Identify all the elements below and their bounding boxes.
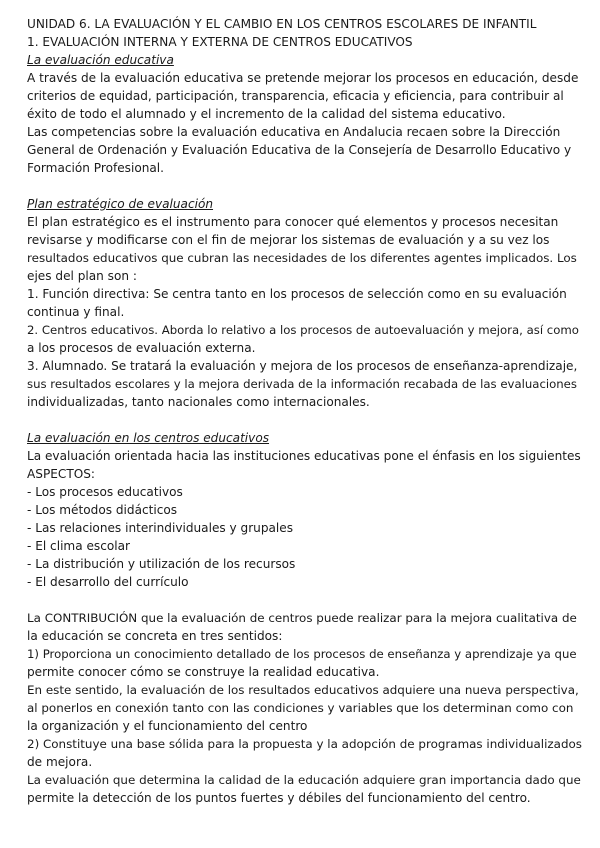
section-heading: La evaluación en los centros educativos	[27, 431, 270, 445]
paragraph-line: permite conocer cómo se construye la realidad educativa.	[27, 665, 380, 679]
paragraph-line: General de Ordenación y Evaluación Educativa de la Consejería de Desarrollo Educativo y	[27, 143, 572, 157]
paragraph-line: éxito de todo el alumnado y el incremento de la calidad del sistema educativo.	[27, 107, 506, 121]
list-item: - La distribución y utilización de los recursos	[27, 557, 296, 571]
paragraph-line: criterios de equidad, participación, transparencia, eficacia y eficiencia, para contribuir al	[27, 89, 564, 103]
list-item-line: 3. Alumnado. Se tratará la evaluación y mejora de los procesos de enseñanza-aprendizaje,	[27, 359, 578, 373]
unit-title: UNIDAD 6. LA EVALUACIÓN Y EL CAMBIO EN LOS CENTROS ESCOLARES DE INFANTIL	[27, 17, 537, 31]
list-item-line: individualizadas, tanto nacionales como internacionales.	[27, 395, 370, 409]
paragraph-line: Las competencias sobre la evaluación educativa en Andalucia recaen sobre la Dirección	[27, 125, 561, 139]
spacer	[27, 591, 576, 609]
paragraph-line: La CONTRIBUCIÓN que la evaluación de centros puede realizar para la mejora cualitativa de	[27, 611, 577, 625]
list-item-line: 2. Centros educativos. Aborda lo relativo a los procesos de autoevaluación y mejora, así como	[27, 323, 579, 337]
paragraph-line: La evaluación que determina la calidad de la educación adquiere gran importancia dado que	[27, 773, 581, 787]
paragraph-line: ejes del plan son :	[27, 269, 137, 283]
paragraph-line: resultados educativos que cubran las necesidades de los diferentes agentes implicados. Los	[27, 251, 577, 265]
paragraph-line: El plan estratégico es el instrumento para conocer qué elementos y procesos necesitan	[27, 215, 559, 229]
section-heading: Plan estratégico de evaluación	[27, 197, 214, 211]
paragraph-line: permite la detección de los puntos fuertes y débiles del funcionamiento del centro.	[27, 791, 531, 805]
paragraph-line: La evaluación orientada hacia las instituciones educativas pone el énfasis en los siguientes	[27, 449, 581, 463]
list-item: - Las relaciones interindividuales y grupales	[27, 521, 294, 535]
paragraph-line: la organización y el funcionamiento del centro	[27, 719, 308, 733]
paragraph-line: Formación Profesional.	[27, 161, 165, 175]
list-item-line: a los procesos de evaluación externa.	[27, 341, 256, 355]
section-heading: La evaluación educativa	[27, 53, 174, 67]
document-title	[27, 15, 576, 51]
paragraph-line: A través de la evaluación educativa se pretende mejorar los procesos en educación, desde	[27, 71, 579, 85]
section-evaluacion-centros	[27, 429, 581, 591]
list-item: - El clima escolar	[27, 539, 130, 553]
section-plan-estrategico	[27, 195, 579, 411]
list-item: - Los métodos didácticos	[27, 503, 178, 517]
section-evaluacion-educativa	[27, 51, 579, 177]
list-item-line: sus resultados escolares y la mejora derivada de la información recabada de las evaluaciones	[27, 377, 577, 391]
spacer	[27, 411, 576, 429]
section-contribucion	[27, 609, 582, 807]
paragraph-line: revisarse y modificarse con el fin de mejorar los sistemas de evaluación y a su vez los	[27, 233, 550, 247]
list-item-line: continua y final.	[27, 305, 125, 319]
paragraph-line: En este sentido, la evaluación de los resultados educativos adquiere una nueva perspectiva,	[27, 683, 579, 697]
paragraph-line: 2) Constituye una base sólida para la propuesta y la adopción de programas individualizados	[27, 737, 582, 751]
paragraph-line: 1) Proporciona un conocimiento detallado de los procesos de enseñanza y aprendizaje ya que	[27, 647, 577, 661]
section-title: 1. EVALUACIÓN INTERNA Y EXTERNA DE CENTROS EDUCATIVOS	[27, 35, 413, 49]
list-item-line: 1. Función directiva: Se centra tanto en los procesos de selección como en su evaluación	[27, 287, 567, 301]
spacer	[27, 177, 576, 195]
paragraph-line: de mejora.	[27, 755, 93, 769]
paragraph-line: la educación se concreta en tres sentidos:	[27, 629, 283, 643]
list-item: - El desarrollo del currículo	[27, 575, 189, 589]
list-item: - Los procesos educativos	[27, 485, 183, 499]
paragraph-line: al ponerlos en conexión tanto con las condiciones y variables que los determinan como con	[27, 701, 574, 715]
paragraph-line: ASPECTOS:	[27, 467, 95, 481]
